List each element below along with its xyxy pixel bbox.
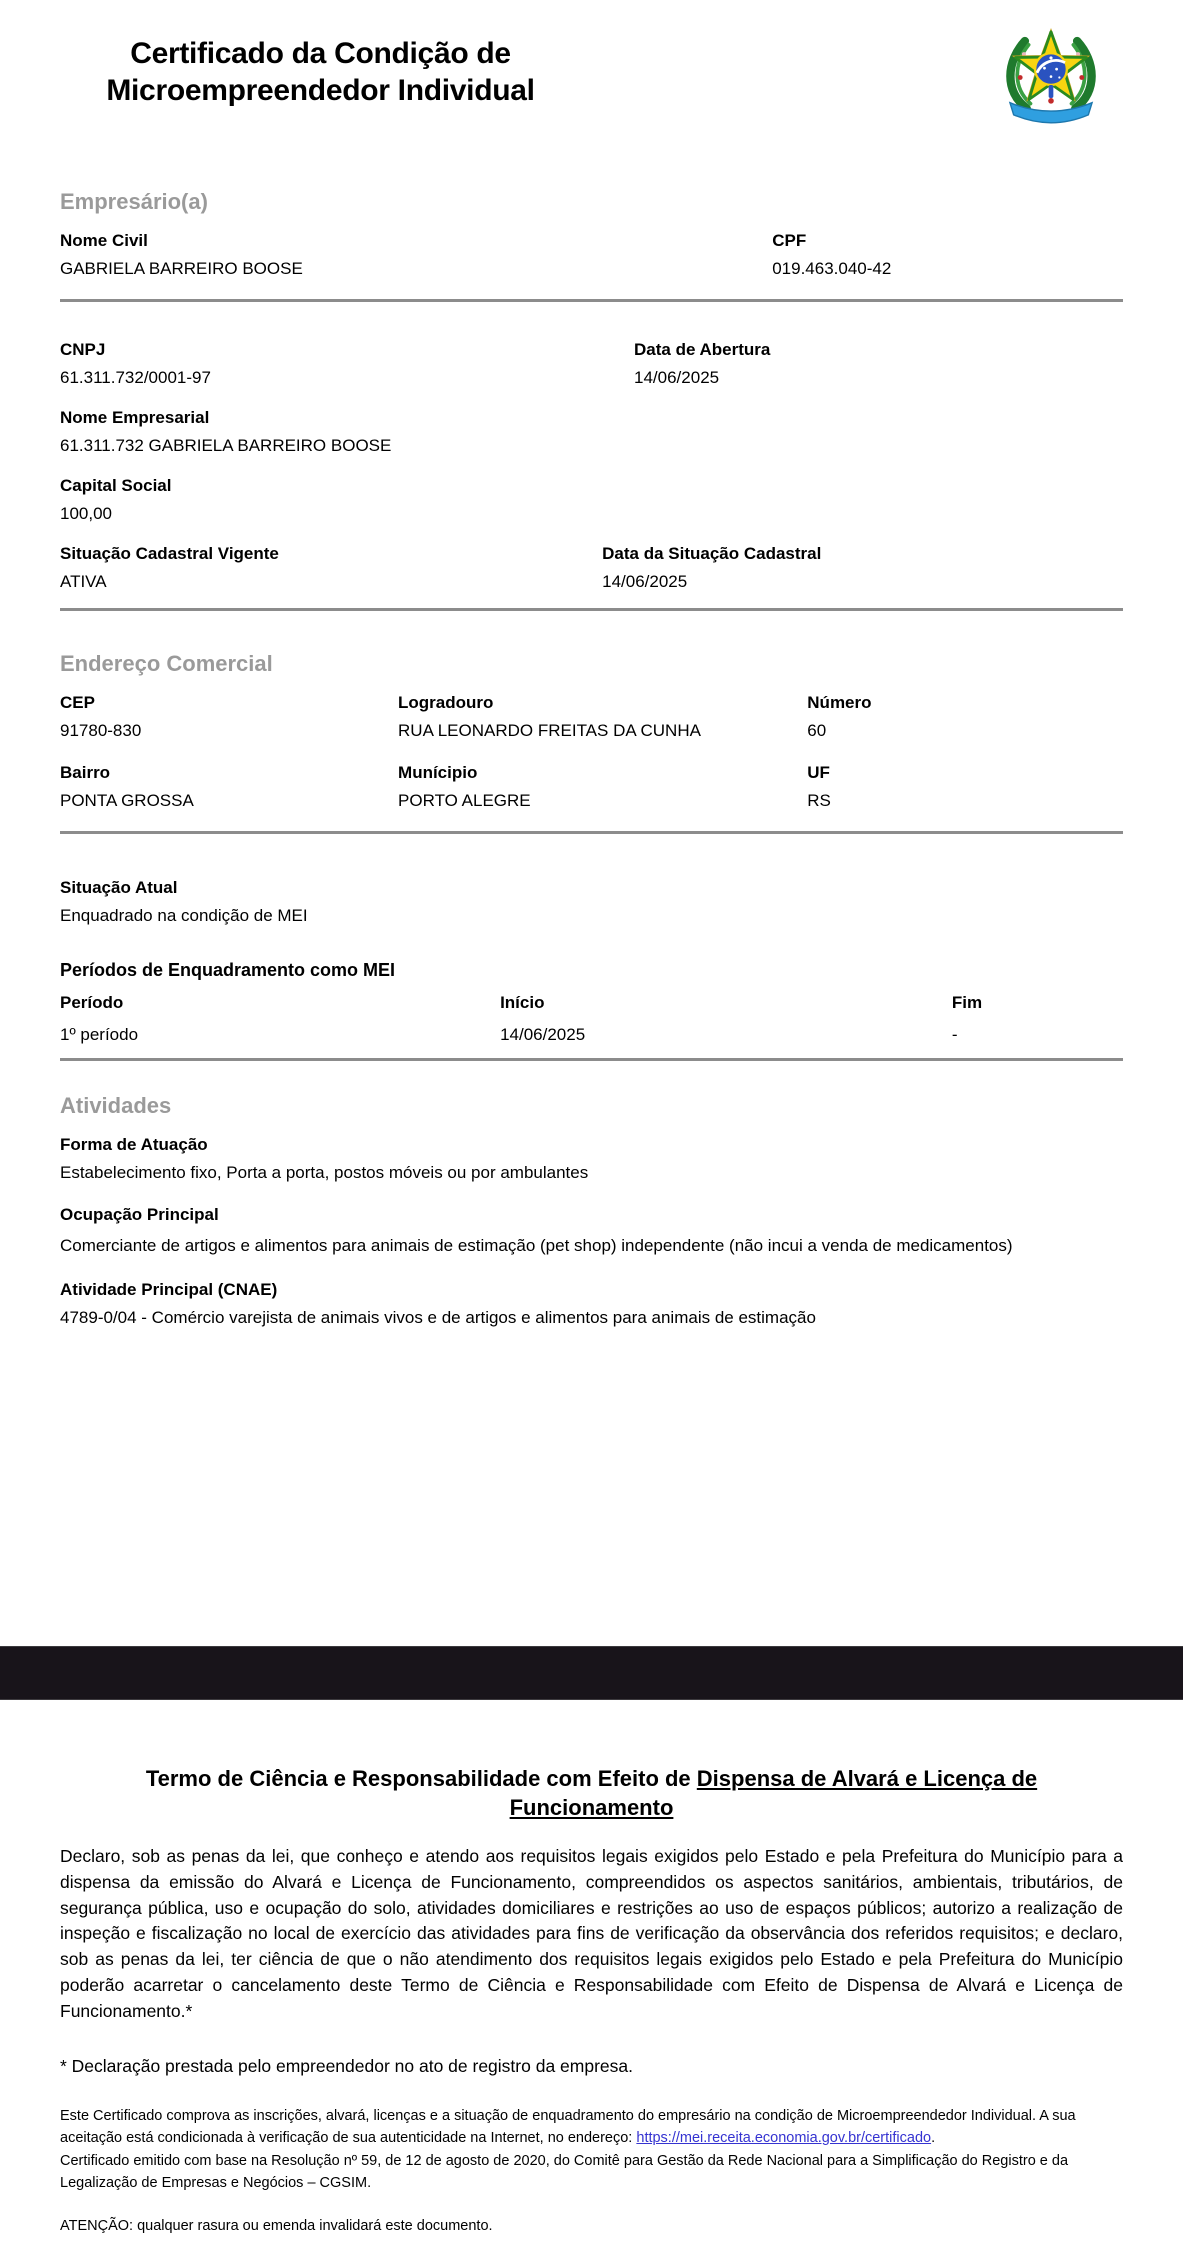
divider — [60, 1058, 1123, 1061]
situacao-atual-label: Situação Atual — [60, 878, 178, 897]
section-heading-empresario: Empresário(a) — [60, 189, 208, 214]
section-heading-endereco: Endereço Comercial — [60, 651, 273, 676]
field-numero — [807, 693, 1123, 741]
field-nome-civil — [60, 231, 772, 279]
field-situacao-atual — [60, 878, 1123, 926]
row-nome-empresarial — [60, 408, 1123, 456]
cep-label: CEP — [60, 693, 95, 712]
forma-atuacao-value: Estabelecimento fixo, Porta a porta, postos móveis ou por ambulantes — [60, 1163, 589, 1182]
nome-empresarial-value: 61.311.732 GABRIELA BARREIRO BOOSE — [60, 436, 392, 455]
periodos-table-row — [60, 1025, 1123, 1045]
section-heading-atividades: Atividades — [60, 1093, 172, 1118]
page-title: Certificado da Condição de Microempreendedor Individual — [106, 37, 535, 107]
termo-heading-underlined: Dispensa de Alvará e Licença de Funcionamento — [509, 1766, 1038, 1821]
row-capital-social — [60, 476, 1123, 524]
field-situacao-cadastral — [60, 544, 602, 592]
brazil-coat-of-arms-logo — [995, 26, 1107, 129]
periodo-value: 1º período — [60, 1025, 139, 1044]
field-atividade-cnae — [60, 1280, 1123, 1328]
cpf-value: 019.463.040-42 — [772, 259, 892, 278]
cnpj-label: CNPJ — [60, 340, 106, 359]
periodos-block — [60, 960, 1123, 1045]
col-periodo: Período — [60, 993, 124, 1012]
ocupacao-principal-value: Comerciante de artigos e alimentos para animais de estimação (pet shop) independente (não incui a venda de medicamentos) — [60, 1236, 1013, 1255]
field-logradouro — [398, 693, 807, 741]
logradouro-value: RUA LEONARDO FREITAS DA CUNHA — [398, 721, 701, 740]
termo-body-paragraph: Declaro, sob as penas da lei, que conheço e atendo aos requisitos legais exigidos pelo Estado e pela Prefeitura do Município para a dispensa da emissão do Alvará e Licença de Funcionamento, compreendidos os aspectos sanitários, ambientais, tributários, de segurança pública, uso e ocupação do solo, atividades domiciliares e restrições ao uso de espaços públicos; autorizo a realização de inspeção e fiscalização no local de exercício das atividades para fins de verificação da observância dos referidos requisitos; e declaro, sob as penas da lei, ter ciência de que o não atendimento dos requisitos legais exigidos pelo Estado e pela Prefeitura do Município poderão acarretar o cancelamento deste Termo de Ciência e Responsabilidade com Efeito de Dispensa de Alvará e Licença de Funcionamento.* — [60, 1846, 1123, 2021]
fine-print-line1 — [60, 2105, 1123, 2150]
field-municipio — [398, 763, 807, 811]
cpf-label: CPF — [772, 231, 807, 250]
row-cnpj-abertura — [60, 340, 1123, 388]
data-situacao-value: 14/06/2025 — [602, 572, 688, 591]
numero-label: Número — [807, 693, 872, 712]
field-data-abertura — [634, 340, 1123, 388]
data-situacao-label: Data da Situação Cadastral — [602, 544, 822, 563]
field-cep — [60, 693, 398, 741]
nome-civil-value: GABRIELA BARREIRO BOOSE — [60, 259, 303, 278]
row-situacao-cadastral — [60, 544, 1123, 592]
field-cpf — [772, 231, 1123, 279]
municipio-value: PORTO ALEGRE — [398, 791, 531, 810]
atividade-cnae-label: Atividade Principal (CNAE) — [60, 1280, 278, 1299]
atividade-cnae-value: 4789-0/04 - Comércio varejista de animais vivos e de artigos e alimentos para animais de estimação — [60, 1308, 816, 1327]
situacao-cadastral-label: Situação Cadastral Vigente — [60, 544, 279, 563]
ocupacao-principal-label: Ocupação Principal — [60, 1205, 219, 1224]
divider — [60, 831, 1123, 834]
fine-print-line2: Certificado emitido com base na Resolução nº 59, de 12 de agosto de 2020, do Comitê para Gestão da Rede Nacional para a Simplificação do Registro e da Legalização de Empresas e Negócios – CGSIM. — [60, 2152, 1069, 2192]
field-uf — [807, 763, 1123, 811]
cnpj-value: 61.311.732/0001-97 — [60, 368, 211, 387]
fine-print-line1-text: Este Certificado comprova as inscrições, alvará, licenças e a situação de enquadramento do empresário na condição de Microempreendedor Individual. A sua aceitação está condicionada à verificação de sua autenticidade na Internet, no endereço: — [60, 2107, 1076, 2147]
numero-value: 60 — [807, 721, 827, 740]
cep-value: 91780-830 — [60, 721, 142, 740]
bairro-value: PONTA GROSSA — [60, 791, 194, 810]
row-bairro-municipio-uf — [60, 763, 1123, 811]
situacao-atual-value: Enquadrado na condição de MEI — [60, 906, 308, 925]
data-abertura-label: Data de Abertura — [634, 340, 771, 359]
certificate-url-link[interactable]: https://mei.receita.economia.gov.br/certificado — [636, 2130, 932, 2147]
termo-heading — [82, 1764, 1102, 1822]
data-abertura-value: 14/06/2025 — [634, 368, 720, 387]
row-cep-logradouro-numero — [60, 693, 1123, 741]
forma-atuacao-label: Forma de Atuação — [60, 1135, 208, 1154]
col-fim: Fim — [951, 993, 983, 1012]
capital-social-label: Capital Social — [60, 476, 172, 495]
periodos-table-header — [60, 993, 1123, 1013]
document-body — [0, 189, 1183, 1328]
field-data-situacao — [602, 544, 1123, 592]
divider — [60, 608, 1123, 611]
nome-empresarial-label: Nome Empresarial — [60, 408, 210, 427]
col-inicio: Início — [500, 993, 545, 1012]
black-separator-band — [0, 1646, 1183, 1700]
situacao-cadastral-value: ATIVA — [60, 572, 107, 591]
field-forma-atuacao — [60, 1135, 1123, 1183]
fim-value: - — [951, 1025, 958, 1044]
uf-value: RS — [807, 791, 831, 810]
document-header — [0, 0, 1183, 129]
termo-heading-prefix: Termo de Ciência e Responsabilidade com Efeito de — [145, 1766, 697, 1791]
capital-social-value: 100,00 — [60, 504, 112, 523]
logradouro-label: Logradouro — [398, 693, 494, 712]
field-bairro — [60, 763, 398, 811]
inicio-value: 14/06/2025 — [500, 1025, 586, 1044]
termo-section — [0, 1646, 1183, 2237]
field-ocupacao-principal — [60, 1205, 1123, 1258]
nome-civil-label: Nome Civil — [60, 231, 148, 250]
uf-label: UF — [807, 763, 830, 782]
attention-line: ATENÇÃO: qualquer rasura ou emenda invalidará este documento. — [60, 2217, 493, 2234]
fine-print-line1-suffix: . — [931, 2130, 936, 2147]
divider — [60, 299, 1123, 302]
termo-footnote: * Declaração prestada pelo empreendedor no ato de registro da empresa. — [60, 2055, 633, 2076]
row-nome-cpf — [60, 231, 1123, 279]
periodos-heading: Períodos de Enquadramento como MEI — [60, 960, 396, 980]
field-cnpj — [60, 340, 634, 388]
municipio-label: Munícipio — [398, 763, 478, 782]
fine-print-block — [60, 2105, 1123, 2238]
bairro-label: Bairro — [60, 763, 111, 782]
